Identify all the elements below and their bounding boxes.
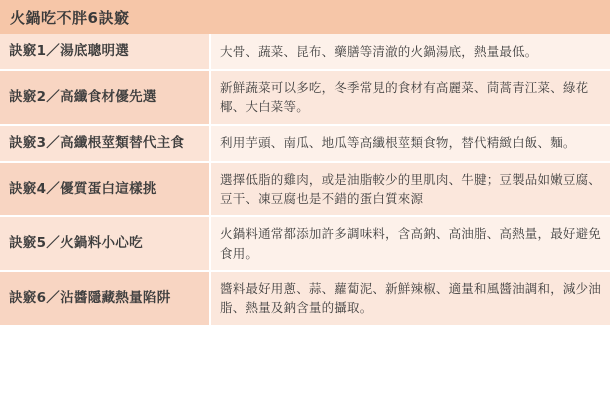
tip-description: 醬料最好用蔥、蒜、蘿蔔泥、新鮮辣椒、適量和風醬油調和，減少油脂、熱量及鈉含量的攝取。 — [210, 271, 610, 326]
tip-label: 訣竅6／沾醬隱藏熱量陷阱 — [0, 271, 210, 326]
table-row — [0, 34, 610, 70]
tip-description: 大骨、蔬菜、昆布、藥膳等清澈的火鍋湯底，熱量最低。 — [210, 34, 610, 70]
tip-label: 訣竅3／高纖根莖類替代主食 — [0, 125, 210, 162]
document-title-bar — [0, 0, 610, 34]
tip-description: 選擇低脂的雞肉，或是油脂較少的里肌肉、牛腱；豆製品如嫩豆腐、豆干、凍豆腐也是不錯的蛋白質來源 — [210, 162, 610, 217]
tip-label: 訣竅1／湯底聰明選 — [0, 34, 210, 70]
table-row — [0, 216, 610, 271]
tip-label: 訣竅2／高纖食材優先選 — [0, 70, 210, 125]
table-row — [0, 70, 610, 125]
tip-label: 訣竅4／優質蛋白這樣挑 — [0, 162, 210, 217]
table-row — [0, 162, 610, 217]
tip-description: 火鍋料通常都添加許多調味料，含高鈉、高油脂、高熱量，最好避免食用。 — [210, 216, 610, 271]
tip-description: 新鮮蔬菜可以多吃，冬季常見的食材有高麗菜、茼蒿青江菜、綠花椰、大白菜等。 — [210, 70, 610, 125]
table-row — [0, 271, 610, 326]
tip-description: 利用芋頭、南瓜、地瓜等高纖根莖類食物，替代精緻白飯、麵。 — [210, 125, 610, 162]
table-row — [0, 125, 610, 162]
bottom-spacer — [0, 327, 610, 331]
tips-table-body — [0, 34, 610, 326]
tip-label: 訣竅5／火鍋料小心吃 — [0, 216, 210, 271]
page-title: 火鍋吃不胖6訣竅 — [10, 8, 130, 27]
tips-table — [0, 34, 610, 327]
